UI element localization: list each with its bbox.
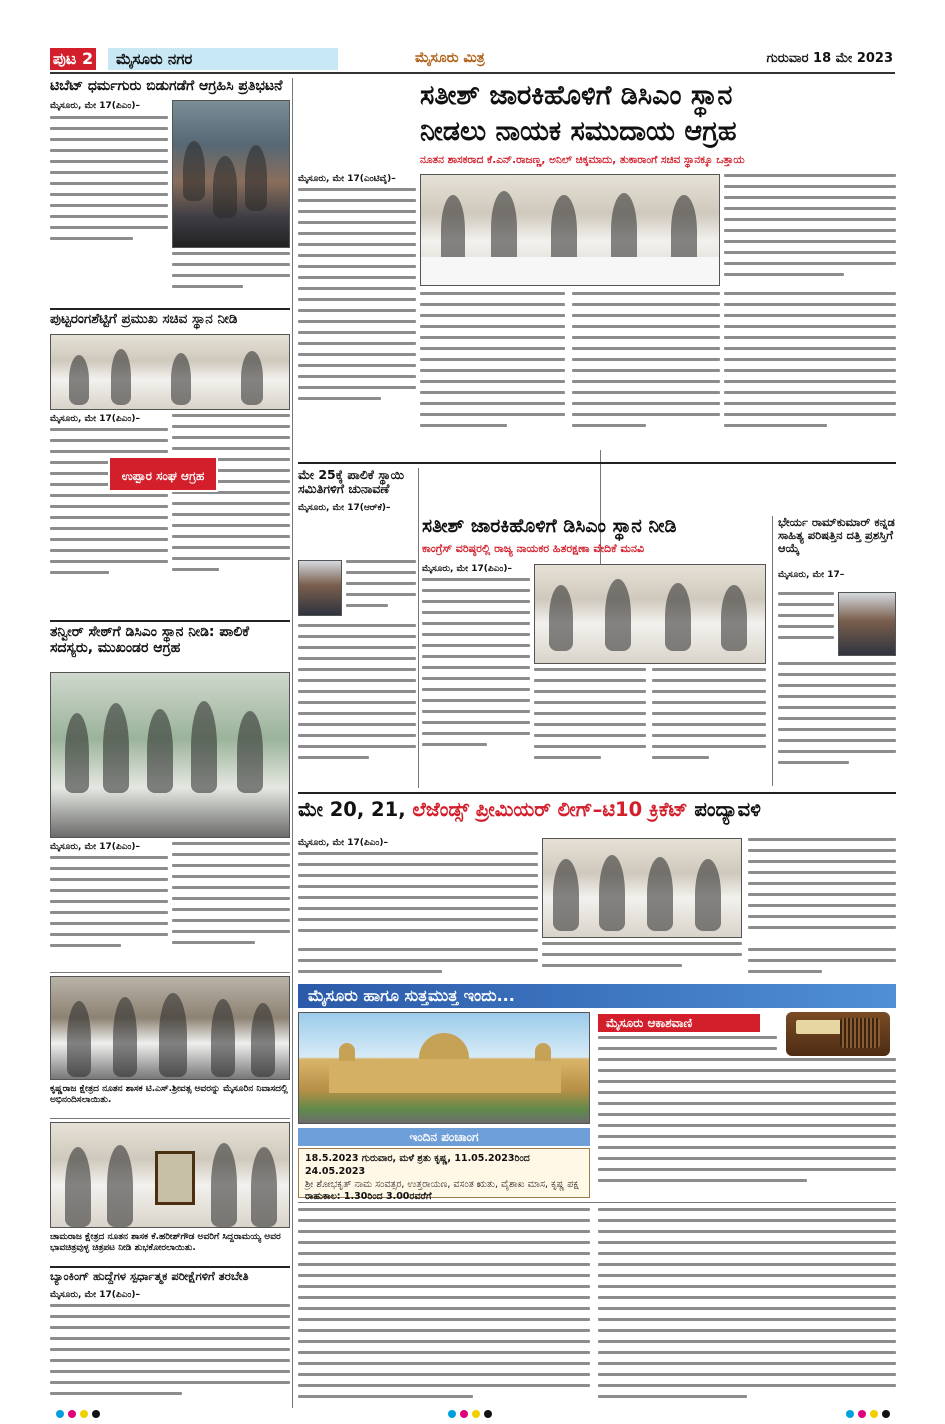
satish-second-subhead: ಕಾಂಗ್ರೆಸ್ ವರಿಷ್ಠರಲ್ಲಿ ರಾಜ್ಯ ನಾಯಕರ ಹಿತರಕ್ಷಣಾ ವೇದಿಕೆ ಮನವಿ: [422, 542, 645, 555]
cricket-headline-dates: ಮೇ 20, 21,: [298, 798, 406, 821]
satish-headline-line2: ನೀಡಲು ನಾಯಕ ಸಮುದಾಯ ಆಗ್ರಹ: [420, 116, 737, 147]
bhairappa-headline: ಭೇರ್ಯ ರಾಮ್‌ಕುಮಾರ್ ಕನ್ನಡ ಸಾಹಿತ್ಯ ಪರಿಷತ್ತಿನ ದತ್ತಿ ಪ್ರಶಸ್ತಿಗೆ ಆಯ್ಕೆ: [778, 515, 895, 556]
tibet-protest-photo: [172, 100, 290, 248]
bhairappa-body-text: [778, 592, 834, 656]
puttarangashetty-dateline: ಮೈಸೂರು, ಮೇ 17(ಪಿಎಂ)–: [50, 414, 140, 424]
job-fair-body-text: [50, 1304, 290, 1404]
newspaper-logo: ಮೈಸೂರು ಮಿತ್ರ: [415, 50, 485, 66]
bhairappa-body-text-2: [778, 662, 896, 782]
divider: [50, 972, 290, 973]
pull-quote: ಉಪ್ಪಾರ ಸಂಘ ಆಗ್ರಹ: [108, 456, 218, 492]
satish-body-col3: [724, 174, 896, 286]
job-fair-dateline: ಮೈಸೂರು, ಮೇ 17(ಪಿಎಂ)–: [50, 1290, 140, 1300]
panchanga-rahukala: ರಾಹುಕಾಲ: 1.30ರಿಂದ 3.00ರವರೆಗೆ: [305, 1191, 432, 1203]
events-list-left: [298, 1208, 590, 1408]
divider: [50, 620, 290, 622]
divider: [50, 1266, 290, 1268]
tanveer-supporters-photo: [50, 672, 290, 838]
cricket-body-col2: [748, 838, 896, 944]
cricket-headline-tail: ಪಂದ್ಯಾವಳಿ: [694, 798, 761, 821]
satish-subhead: ನೂತನ ಶಾಸಕರಾದ ಕೆ.ಎನ್.ರಾಜಣ್ಣ, ಅನಿಲ್ ಚಿಕ್ಕಮಾದು, ತುಕಾರಾಂಗೆ ಸಚಿವ ಸ್ಥಾನಕ್ಕೂ ಒತ್ತಾಯ: [420, 154, 745, 166]
job-fair-headline: ಬ್ಯಾಂಕಿಂಗ್ ಹುದ್ದೆಗಳ ಸ್ಪರ್ಧಾತ್ಮಕ ಪರೀಕ್ಷೆಗಳಿಗೆ ತರಬೇತಿ: [50, 1269, 249, 1283]
registration-mark: [858, 1410, 866, 1418]
column-rule: [418, 468, 419, 788]
registration-mark: [882, 1410, 890, 1418]
may25-body-text-2: [298, 624, 416, 784]
mysore-palace-photo: [298, 1012, 590, 1124]
garlanding-caption: ಕೃಷ್ಣರಾಜ ಕ್ಷೇತ್ರದ ನೂತನ ಶಾಸಕ ಟಿ.ಎಸ್.ಶ್ರೀವತ್ಸ ಅವರನ್ನು ಮೈಸೂರಿನ ನಿವಾಸದಲ್ಲಿ ಅಭಿನಂದಿಸಲಾಯಿತು.: [50, 1084, 288, 1106]
portrait-gift-caption: ಚಾಮರಾಜ ಕ್ಷೇತ್ರದ ನೂತನ ಶಾಸಕ ಕೆ.ಹರೀಶ್‌ಗೌಡ ಅವರಿಗೆ ಸಿದ್ದರಾಮಯ್ಯ ಅವರ ಭಾವಚಿತ್ರವುಳ್ಳ ಚಿತ್ರಪಟ ನೀಡಿ ಶುಭಕೋರಲಾಯಿತು.: [50, 1232, 281, 1254]
registration-mark: [484, 1410, 492, 1418]
satish-second-body-col2: [534, 668, 646, 782]
bhairappa-portrait: [838, 592, 896, 656]
cricket-body-col5: [748, 948, 896, 980]
panchanga-box: [298, 1148, 590, 1203]
issue-date: ಗುರುವಾರ 18 ಮೇ 2023: [766, 51, 893, 66]
registration-mark: [92, 1410, 100, 1418]
cricket-body-col3: [542, 942, 742, 978]
registration-mark: [80, 1410, 88, 1418]
radio-title: ಮೈಸೂರು ಆಕಾಶವಾಣಿ: [598, 1014, 760, 1032]
divider: [298, 792, 896, 794]
tanveer-dateline: ಮೈಸೂರು, ಮೇ 17(ಪಿಎಂ)–: [50, 842, 140, 852]
satish-second-headline: ಸತೀಶ್ ಜಾರಕಿಹೊಳಿಗೆ ಡಿಸಿಎಂ ಸ್ಥಾನ ನೀಡಿ: [422, 515, 677, 537]
bhairappa-dateline: ಮೈಸೂರು, ಮೇ 17–: [778, 570, 845, 580]
today-banner: ಮೈಸೂರು ಹಾಗೂ ಸುತ್ತಮುತ್ತ ಇಂದು...: [298, 984, 896, 1008]
events-list-right: [598, 1208, 896, 1408]
puttarangashetty-headline: ಪುಟ್ಟರಂಗಶೆಟ್ಟಿಗೆ ಪ್ರಮುಖ ಸಚಿವ ಸ್ಥಾನ ನೀಡಿ: [50, 311, 238, 327]
satish-second-body-col1: [422, 578, 530, 782]
panchanga-title: ಇಂದಿನ ಪಂಚಾಂಗ: [298, 1128, 590, 1146]
cricket-headline-league: ಲೆಜೆಂಡ್ಸ್ ಪ್ರೀಮಿಯರ್ ಲೀಗ್–ಟಿ10 ಕ್ರಿಕೆಟ್: [412, 798, 688, 821]
column-rule: [772, 516, 773, 786]
may25-dateline: ಮೈಸೂರು, ಮೇ 17(ಆರ್‌ಕೆ)–: [298, 502, 391, 513]
tibet-headline: ಟಿಬೆಟ್ ಧರ್ಮಗುರು ಬಿಡುಗಡೆಗೆ ಆಗ್ರಹಿಸಿ ಪ್ರತಿಭಟನೆ: [50, 78, 283, 94]
portrait-gift-photo: [50, 1122, 290, 1228]
satish-body-col1: [298, 188, 416, 456]
puttarangashetty-body-text-2: [172, 414, 290, 616]
page-number-tag: ಪುಟ 2: [50, 48, 96, 70]
tibet-body-text: [50, 116, 168, 301]
tanveer-headline: ತನ್ವೀರ್ ಸೇಠ್‌ಗೆ ಡಿಸಿಎಂ ಸ್ಥಾನ ನೀಡಿ: ಪಾಲಿಕೆ ಸದಸ್ಯರು, ಮುಖಂಡರ ಆಗ್ರಹ: [50, 624, 250, 657]
registration-mark: [846, 1410, 854, 1418]
panchanga-date: 18.5.2023 ಗುರುವಾರ, ಮಳೆ ಶ್ರತು ಕೃಷ್ಣ, 11.05.2023ರಿಂದ 24.05.2023: [305, 1153, 530, 1177]
may25-block: [298, 468, 416, 788]
tibet-dateline: ಮೈಸೂರು, ಮೇ 17(ಪಿಎಂ)–: [50, 101, 140, 111]
registration-mark: [56, 1410, 64, 1418]
registration-mark: [460, 1410, 468, 1418]
divider: [50, 1118, 290, 1119]
registration-mark: [68, 1410, 76, 1418]
satish-body-col5: [572, 292, 720, 456]
cricket-press-photo: [542, 838, 742, 938]
satish-second-body-col3: [652, 668, 766, 782]
may25-title: ಮೇ 25ಕ್ಕೆ ಪಾಲಿಕೆ ಸ್ಥಾಯಿ ಸಮಿತಿಗಳಿಗೆ ಚುನಾವಣೆ: [298, 467, 405, 497]
divider: [298, 1202, 896, 1203]
satish-second-photo: [534, 564, 766, 664]
page-header: [50, 46, 895, 74]
tanveer-body-text-2: [172, 842, 290, 968]
cricket-body-col4: [298, 948, 538, 980]
cricket-body-col1: [298, 852, 538, 944]
may25-body-text: [346, 560, 416, 616]
radio-schedule: [598, 1036, 896, 1196]
satish-meeting-photo: [420, 174, 720, 286]
garlanding-photo: [50, 976, 290, 1080]
satish-headline-line1: ಸತೀಶ್ ಜಾರಕಿಹೊಳಿಗೆ ಡಿಸಿಎಂ ಸ್ಥಾನ: [420, 80, 733, 111]
uppara-sangha-photo: [50, 334, 290, 410]
divider: [298, 462, 896, 464]
cricket-dateline: ಮೈಸೂರು, ಮೇ 17(ಪಿಎಂ)–: [298, 838, 388, 848]
satish-second-dateline: ಮೈಸೂರು, ಮೇ 17(ಪಿಎಂ)–: [422, 564, 512, 574]
tibet-body-text-2: [172, 252, 290, 304]
satish-dateline: ಮೈಸೂರು, ಮೇ 17(ಎಂಟಿವೈ)–: [298, 174, 396, 184]
registration-mark: [870, 1410, 878, 1418]
satish-body-col4: [420, 292, 565, 456]
cricket-headline: [298, 798, 896, 821]
satish-body-col6: [724, 292, 896, 456]
official-portrait: [298, 560, 342, 616]
divider: [50, 308, 290, 310]
registration-mark: [472, 1410, 480, 1418]
section-title: ಮೈಸೂರು ನಗರ: [108, 48, 338, 70]
registration-mark: [448, 1410, 456, 1418]
tanveer-body-text: [50, 856, 168, 968]
panchanga-samvatsara: ಶ್ರೀ ಶೋಭಕೃತ್ ನಾಮ ಸಂವತ್ಸರ, ಉತ್ತರಾಯಣ, ವಸಂತ ಋತು, ವೈಶಾಖ ಮಾಸ, ಕೃಷ್ಣ ಪಕ್ಷ: [305, 1178, 579, 1190]
column-rule-left: [292, 78, 293, 1408]
